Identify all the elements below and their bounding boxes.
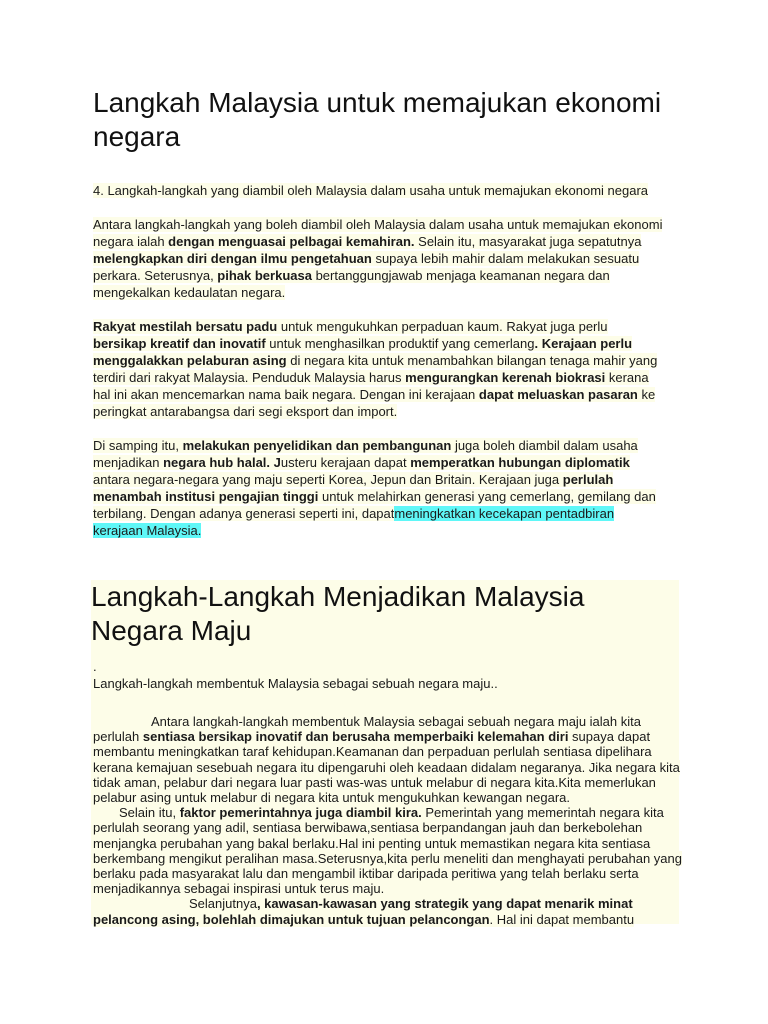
bold-run: sentiasa bersikap inovatif dan berusaha memperbaiki kelemahan diri — [142, 729, 569, 745]
text-run: untuk melahirkan generasi yang cemerlang, gemilang dan terbilang. Dengan adanya generasi seperti ini, dapat — [93, 489, 656, 521]
text-run: Di samping itu, — [93, 438, 183, 453]
text-run: supaya lebih mahir dalam melakukan sesuatu perkara. Seterusnya, — [93, 251, 640, 283]
section2-title: Langkah-Langkah Menjadikan Malaysia Negara Maju — [91, 580, 679, 646]
highlighted-text: meningkatkan kecekapan pentadbiran kerajaan Malaysia. — [93, 506, 615, 538]
bold-run: melengkapkan diri dengan ilmu pengetahuan — [93, 251, 372, 266]
bold-run: perlulah menambah institusi pengajian tinggi — [93, 472, 614, 504]
bold-run: bersikap kreatif dan inovatif — [93, 336, 266, 351]
text-run: Pemerintah yang memerintah negara kita perlulah seorang yang adil, sentiasa berwibawa,sentiasa berpandangan jauh dan berkebolehan menjangka perubahan yang bakal berlaku.Hal ini penting untuk memastikan negara kita sentiasa berkembang mengikut peralihan masa.Seterusnya,kita perlu meneliti dan menghayati perubahan yang berlaku pada masyarakat lalu dan mengambil iktibar daripada peritiwa yang telah berlaku serta menjadikannya sebagai inspirasi untuk terus maju. — [93, 805, 682, 897]
section1-item — [93, 182, 683, 199]
bold-run: memperatkan hubungan diplomatik — [410, 455, 630, 470]
text-run: bertanggungjawab menjaga keamanan negara dan mengekalkan kedaulatan negara. — [93, 268, 610, 300]
bold-run: dengan menguasai pelbagai kemahiran. — [168, 234, 415, 249]
text-run: Selanjutnya — [189, 896, 257, 912]
paragraph-1 — [93, 216, 663, 301]
bold-run: . Kerajaan perlu menggalakkan pelaburan asing — [93, 336, 633, 368]
bold-run: melakukan penyelidikan dan pembangunan — [182, 438, 452, 453]
text-run: antara negara-negara yang maju seperti Korea, Jepun dan Britain. Kerajaan juga — [93, 472, 563, 487]
text-run: Antara langkah-langkah membentuk Malaysia sebagai sebuah negara maju ialah kita perlulah — [93, 714, 641, 745]
item-text: 4. Langkah-langkah yang diambil oleh Malaysia dalam usaha untuk memajukan ekonomi negara — [93, 183, 649, 198]
section1-title: Langkah Malaysia untuk memajukan ekonomi negara — [93, 87, 662, 152]
bold-run: Rakyat mestilah bersatu padu — [93, 319, 278, 334]
text-run: . Hal ini dapat membantu — [489, 911, 635, 927]
section2-intro — [93, 658, 683, 692]
text-run: untuk menghasilkan produktif yang cemerlang — [265, 336, 535, 351]
bold-run: pihak berkuasa — [217, 268, 312, 283]
text-run: di negara kita untuk menambahkan bilangan tenaga mahir yang terdiri dari rakyat Malaysia. Penduduk Malaysia harus — [93, 353, 658, 385]
text-run: kerana hal ini akan mencemarkan nama baik negara. Dengan ini kerajaan — [93, 370, 649, 402]
bold-run: mengurangkan kerenah biokrasi — [405, 370, 606, 385]
bold-run: , kawasan-kawasan yang strategik yang dapat menarik minat pelancong asing, bolehlah dimajukan untuk tujuan pelancongan — [93, 896, 633, 927]
text-run: Antara langkah-langkah yang boleh diambil oleh Malaysia dalam usaha untuk memajukan ekonomi negara ialah — [93, 217, 663, 249]
text-run: supaya dapat membantu meningkatkan taraf kehidupan.Keamanan dan perpaduan perlulah sentiasa dipelihara kerana kemajuan sesebuah negara itu dipengaruhi oleh keadaan didalam negaranya. Jika negara kita tidak aman, pelabur dari negara luar pasti was-was untuk melabur di negara kita.Kita memerlukan pelabur asing untuk melabur di negara kita untuk mengukuhkan kewangan negara. — [93, 729, 680, 806]
text-run: usteru kerajaan dapat — [280, 455, 411, 470]
text-run: juga boleh diambil dalam usaha menjadikan — [93, 438, 638, 470]
bold-run: dapat meluaskan pasaran — [478, 387, 638, 402]
paragraph-2 — [93, 318, 663, 420]
bold-run: faktor pemerintahnya juga diambil kira. — [179, 805, 422, 821]
bold-run: negara hub halal. J — [163, 455, 281, 470]
section2-body — [93, 714, 683, 927]
text-run: untuk mengukuhkan perpaduan kaum. Rakyat juga perlu — [277, 319, 608, 334]
text-run: Selain itu, — [119, 805, 180, 821]
section2-intro-text: Langkah-langkah membentuk Malaysia sebagai sebuah negara maju.. — [93, 676, 498, 691]
section2-dot: . — [93, 659, 97, 674]
paragraph-3 — [93, 437, 663, 539]
text-run: Selain itu, masyarakat juga sepatutnya — [414, 234, 642, 249]
text-run: ke peringkat antarabangsa dari segi eksport dan import. — [93, 387, 656, 419]
